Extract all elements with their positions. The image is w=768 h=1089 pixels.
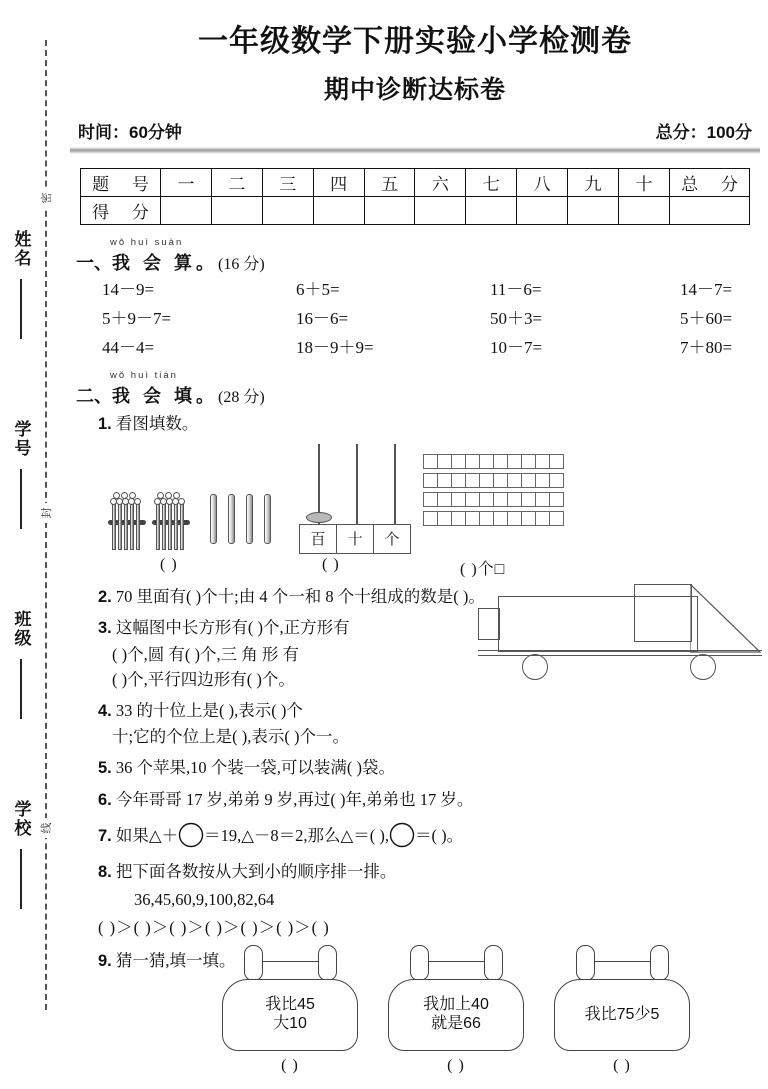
section-2	[76, 372, 768, 1089]
score-cell-4[interactable]	[313, 197, 364, 225]
question-4-line-1[interactable]: 33 的十位上是( ),表示( )个	[115, 700, 303, 720]
question-1-text: 看图填数。	[115, 415, 199, 433]
score-cell-3[interactable]	[262, 197, 313, 225]
score-table-row-label-question: 题 号	[81, 169, 161, 197]
question-2-text[interactable]: 70 里面有( )个十;由 4 个一和 8 个十组成的数是( )。	[115, 586, 485, 606]
score-col-8: 八	[517, 169, 568, 197]
info-field-school	[4, 800, 38, 909]
question-9-bag-figures	[76, 979, 768, 1089]
bag-knob-right	[484, 945, 503, 981]
question-7-suffix[interactable]: ＝( )。	[414, 826, 464, 846]
score-cell-8[interactable]	[517, 197, 568, 225]
score-col-5: 五	[364, 169, 415, 197]
section-1-title	[76, 249, 265, 275]
info-field-name	[4, 230, 38, 339]
section-2-score: (28 分)	[218, 389, 265, 406]
seal-char-feng: 封	[38, 503, 54, 523]
score-cell-10[interactable]	[619, 197, 670, 225]
question-1-figures	[76, 444, 768, 579]
score-cell-2[interactable]	[211, 197, 262, 225]
left-margin	[0, 0, 62, 1024]
score-col-10: 十	[619, 169, 670, 197]
bag-text-line-1: 我加上40	[423, 996, 489, 1014]
question-6	[98, 787, 768, 814]
abacus-label-tens: 十	[336, 524, 374, 554]
calc-item[interactable]: 18－9＋9=	[296, 338, 374, 357]
circle-symbol-icon	[389, 822, 415, 848]
page-title: 一年级数学下册实验小学检测卷	[198, 25, 632, 58]
score-col-7: 七	[466, 169, 517, 197]
info-rule-name	[20, 279, 22, 339]
bag-answer-blank[interactable]: ( )	[447, 1056, 465, 1074]
stick-bundle-icon	[110, 494, 144, 550]
abacus-label-hundreds: 百	[299, 524, 337, 554]
score-col-9: 九	[568, 169, 619, 197]
exam-meta-row	[78, 118, 752, 143]
bag-knob-left	[576, 945, 595, 981]
bag-body	[388, 979, 524, 1051]
bag-answer-blank[interactable]: ( )	[281, 1056, 299, 1074]
score-col-total: 总 分	[670, 169, 750, 197]
score-table	[80, 168, 750, 225]
single-stick-icon	[246, 494, 253, 544]
single-stick-icon	[228, 494, 235, 544]
truck-triangle	[690, 584, 762, 654]
page-subtitle: 期中诊断达标卷	[323, 76, 506, 104]
calc-item[interactable]: 10－7=	[490, 338, 543, 357]
square-grid-figure	[424, 454, 564, 530]
question-8-numbers: 36,45,60,9,100,82,64	[134, 890, 275, 910]
abacus-answer-blank[interactable]: ( )	[322, 555, 340, 573]
truck-wheel-circle	[522, 654, 548, 680]
section-1-index: 一、	[76, 253, 112, 273]
question-1-number: 1.	[98, 415, 112, 433]
calc-item[interactable]: 6＋5=	[296, 280, 340, 299]
question-3-line-3[interactable]: ( )个,平行四边形有( )个。	[112, 670, 295, 690]
bag-knob-right	[318, 945, 337, 981]
bag-text-line-1: 我比45	[265, 996, 315, 1014]
calc-item[interactable]: 14－9=	[102, 280, 155, 299]
bag-text-line-1: 我比75少5	[584, 1005, 660, 1023]
question-3-number: 3.	[98, 619, 112, 638]
question-8	[98, 859, 768, 941]
question-8-number: 8.	[98, 862, 112, 881]
info-field-class	[4, 610, 38, 719]
square-grid-row	[424, 492, 564, 507]
circle-symbol-icon	[178, 822, 204, 848]
score-col-3: 三	[262, 169, 313, 197]
calc-item[interactable]: 16－6=	[296, 309, 349, 328]
header-divider	[70, 147, 760, 154]
section-1-score: (16 分)	[218, 256, 265, 273]
abacus-label-ones: 个	[373, 524, 411, 554]
section-2-header	[76, 372, 768, 406]
question-3-line-2[interactable]: ( )个,圆 有( )个,三 角 形 有	[112, 644, 299, 664]
info-label-class: 班级	[11, 610, 31, 648]
score-table-row-label-score: 得 分	[81, 197, 161, 225]
info-rule-class	[20, 659, 22, 719]
calc-item[interactable]: 50＋3=	[490, 309, 543, 328]
score-cell-6[interactable]	[415, 197, 466, 225]
calc-item[interactable]: 14－7=	[680, 280, 733, 299]
section-1-pinyin: wǒ huì suàn	[110, 237, 184, 248]
truck-wheel-circle	[690, 654, 716, 680]
question-8-answer-line[interactable]: ( )＞( )＞( )＞( )＞( )＞( )＞( )	[98, 917, 330, 937]
single-stick-icon	[210, 494, 217, 544]
question-7-number: 7.	[98, 827, 112, 846]
question-5-text[interactable]: 36 个苹果,10 个装一袋,可以装满( )袋。	[115, 757, 396, 777]
score-col-6: 六	[415, 169, 466, 197]
question-5-number: 5.	[98, 758, 112, 777]
question-4	[98, 698, 768, 750]
bag-body	[222, 979, 358, 1051]
section-2-title	[76, 382, 265, 408]
bag-figure	[222, 979, 358, 1075]
question-7	[98, 822, 768, 850]
section-2-label: 我 会 填。	[112, 386, 219, 406]
question-4-line-2[interactable]: 十;它的个位上是( ),表示( )个一。	[112, 727, 349, 747]
section-2-pinyin: wǒ huì tián	[110, 370, 178, 381]
bag-figure	[388, 979, 524, 1075]
info-rule-student-id	[20, 469, 22, 529]
question-8-text: 把下面各数按从大到小的顺序排一排。	[115, 861, 397, 881]
exam-page	[62, 0, 768, 1074]
score-col-4: 四	[313, 169, 364, 197]
truck-cab-square	[634, 584, 692, 642]
bag-knob-right	[650, 945, 669, 981]
score-cell-7[interactable]	[466, 197, 517, 225]
score-cell-9[interactable]	[568, 197, 619, 225]
question-3-line-1[interactable]: 这幅图中长方形有( )个,正方形有	[115, 618, 350, 638]
question-4-number: 4.	[98, 701, 112, 720]
truck-front-rectangle	[478, 608, 500, 640]
question-9-text: 猜一猜,填一填。	[115, 951, 236, 971]
question-7-prefix: 如果△＋	[115, 826, 179, 846]
info-label-school: 学校	[11, 800, 31, 838]
section-1	[76, 239, 768, 358]
abacus-rod-ones	[394, 444, 396, 524]
table-row-question-numbers	[81, 169, 750, 197]
abacus-base	[300, 524, 411, 554]
calc-item[interactable]: 11－6=	[490, 280, 542, 299]
bag-text-line-2: 就是66	[431, 1014, 481, 1032]
question-7-mid[interactable]: ＝19,△－8＝2,那么△＝( ),	[204, 826, 389, 846]
seal-dashed-line	[45, 40, 47, 1010]
bag-text-line-2: 大10	[273, 1014, 307, 1032]
exam-time-label: 时间：60分钟	[78, 123, 182, 142]
calc-item[interactable]: 44－4=	[102, 338, 155, 357]
seal-char-mi: 密	[38, 188, 54, 208]
arithmetic-problem-grid	[102, 275, 768, 358]
exam-total-score-label: 总分：100分	[655, 123, 752, 142]
section-1-header	[76, 239, 768, 273]
question-1	[98, 411, 768, 438]
square-grid-row	[424, 454, 564, 469]
bag-answer-blank[interactable]: ( )	[613, 1056, 631, 1074]
score-cell-5[interactable]	[364, 197, 415, 225]
question-6-number: 6.	[98, 790, 112, 809]
question-9-number: 9.	[98, 952, 112, 971]
table-row-scores	[81, 197, 750, 225]
section-1-label: 我 会 算。	[112, 253, 219, 273]
score-cell-total[interactable]	[670, 197, 750, 225]
section-2-index: 二、	[76, 386, 112, 406]
abacus-bead	[306, 512, 332, 523]
question-3	[98, 615, 528, 693]
score-cell-1[interactable]	[161, 197, 212, 225]
score-col-2: 二	[211, 169, 262, 197]
square-grid-row	[424, 473, 564, 488]
score-col-1: 一	[161, 169, 212, 197]
bag-figure	[554, 979, 690, 1075]
info-label-student-id: 学号	[11, 420, 31, 458]
abacus-rod-tens	[356, 444, 358, 524]
info-field-student-id	[4, 420, 38, 529]
single-stick-icon	[264, 494, 271, 544]
sticks-answer-blank[interactable]: ( )	[160, 555, 178, 573]
calc-item[interactable]: 5＋9－7=	[102, 309, 172, 328]
bag-knob-left	[244, 945, 263, 981]
seal-char-xian: 线	[38, 818, 54, 838]
square-grid-row	[424, 511, 564, 526]
question-6-text[interactable]: 今年哥哥 17 岁,弟弟 9 岁,再过( )年,弟弟也 17 岁。	[115, 789, 474, 809]
info-rule-school	[20, 849, 22, 909]
bag-knob-left	[410, 945, 429, 981]
calc-item[interactable]: 5＋60=	[680, 309, 733, 328]
question-2-number: 2.	[98, 587, 112, 606]
truck-chassis-bar	[478, 650, 762, 656]
info-label-name: 姓名	[11, 230, 31, 268]
stick-bundle-icon	[154, 494, 188, 550]
question-5	[98, 755, 768, 782]
calc-item[interactable]: 7＋80=	[680, 338, 733, 357]
squares-answer-blank[interactable]: ( )个□	[460, 560, 506, 578]
bag-body	[554, 979, 690, 1051]
